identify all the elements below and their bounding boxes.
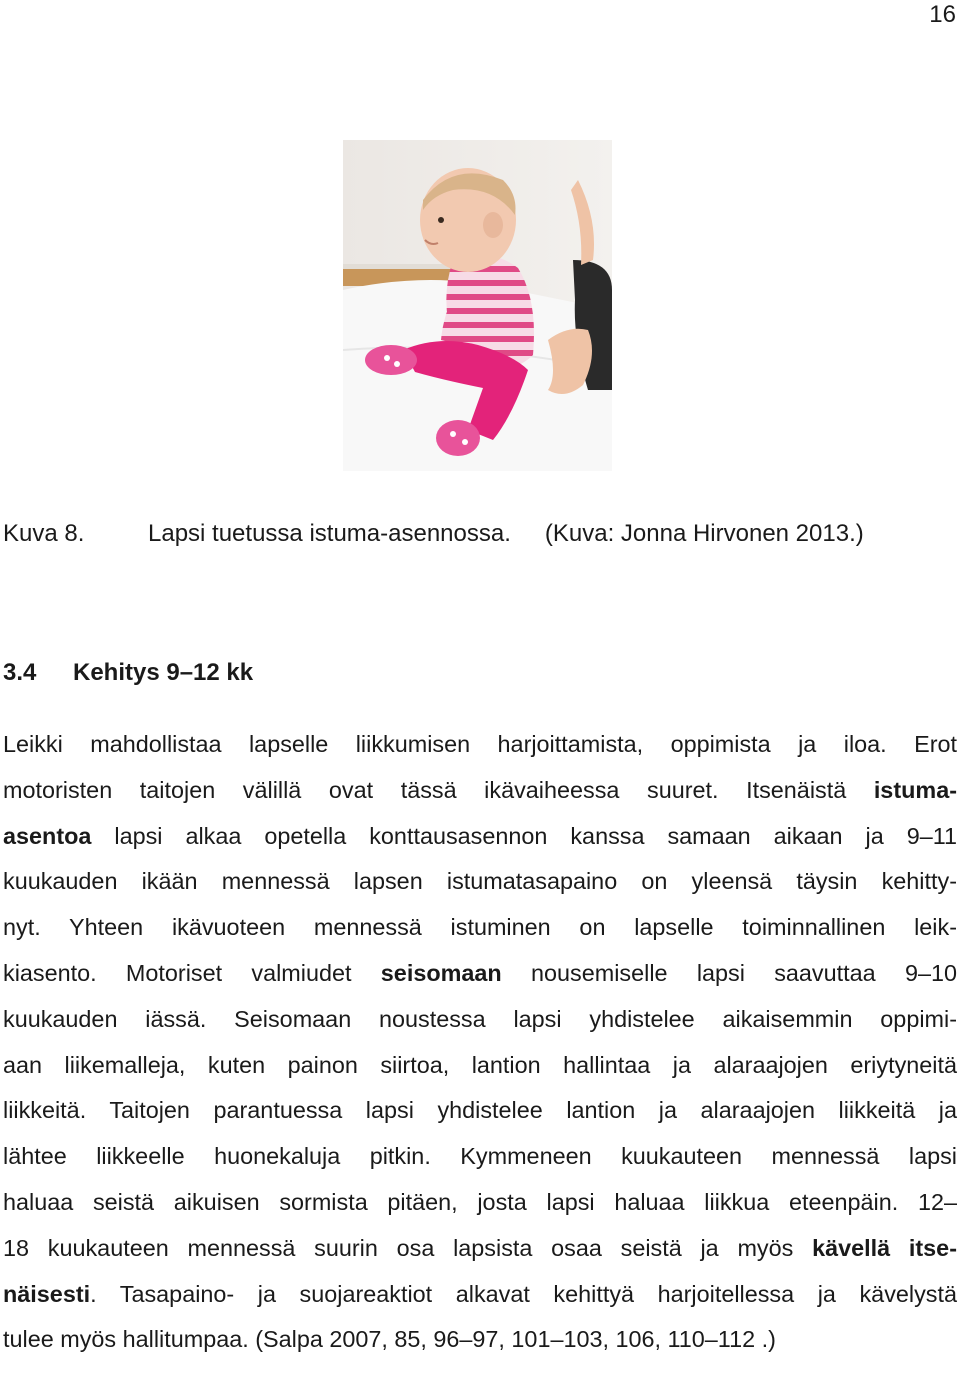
body-paragraph bbox=[3, 722, 957, 1363]
text-run: . Tasapaino- ja suojareaktiot alkavat kehittyä harjoitellessa ja kävelystä bbox=[90, 1280, 957, 1307]
text-run: lähtee liikkeelle huonekaluja pitkin. Kymmeneen kuukauteen mennessä lapsi bbox=[3, 1143, 957, 1170]
figure-credit: (Kuva: Jonna Hirvonen 2013.) bbox=[544, 520, 864, 547]
paragraph-line bbox=[3, 1088, 957, 1134]
text-run: aan liikemalleja, kuten painon siirtoa, lantion hallintaa ja alaraajojen eriytyneitä bbox=[3, 1051, 957, 1078]
paragraph-line bbox=[3, 905, 957, 951]
paragraph-line bbox=[3, 1180, 957, 1226]
text-run: Leikki mahdollistaa lapselle liikkumisen harjoittamista, oppimista ja iloa. Erot bbox=[3, 731, 957, 757]
figure-caption-text: Lapsi tuetussa istuma-asennossa. bbox=[148, 520, 511, 547]
keyword-kavella-itsenaisesti: kävellä itse- bbox=[812, 1234, 957, 1261]
text-run: haluaa seistä aikuisen sormista pitäen, josta lapsi haluaa liikkua eteenpäin. 12– bbox=[3, 1188, 957, 1215]
paragraph-line bbox=[3, 768, 957, 814]
text-run: kuukauden ikään mennessä lapsen istumatasapaino on yleensä täysin kehitty- bbox=[3, 868, 957, 895]
text-run: kiasento. Motoriset valmiudet bbox=[3, 959, 381, 986]
text-run: nousemiselle lapsi saavuttaa 9–10 bbox=[501, 959, 957, 986]
text-run: kuukauden iässä. Seisomaan noustessa lapsi yhdistelee aikaisemmin oppimi- bbox=[3, 1005, 957, 1032]
paragraph-line bbox=[3, 1226, 957, 1272]
keyword-seisomaan: seisomaan bbox=[380, 959, 502, 986]
text-run: motoristen taitojen välillä ovat tässä ikävaiheessa suuret. Itsenäistä bbox=[3, 776, 874, 803]
section-number: 3.4 bbox=[3, 659, 37, 686]
baby-sitting-photo bbox=[343, 140, 612, 471]
paragraph-line bbox=[3, 859, 957, 905]
keyword-istuma-asentoa: istuma- bbox=[873, 776, 957, 803]
keyword-kavella-itsenaisesti-cont: näisesti bbox=[3, 1280, 91, 1307]
paragraph-line bbox=[3, 722, 957, 768]
section-heading bbox=[3, 657, 253, 689]
section-title: Kehitys 9–12 kk bbox=[73, 659, 254, 686]
paragraph-line bbox=[3, 814, 957, 860]
keyword-istuma-asentoa-cont: asentoa bbox=[3, 822, 92, 849]
text-run: 18 kuukauteen mennessä suurin osa lapsista osaa seistä ja myös bbox=[3, 1234, 813, 1261]
text-run: tulee myös hallitumpaa. (Salpa 2007, 85, 96–97, 101–103, 106, 110–112 .) bbox=[3, 1326, 776, 1353]
text-run: nyt. Yhteen ikävuoteen mennessä istuminen on lapselle toiminnallinen leik- bbox=[3, 914, 957, 941]
paragraph-line bbox=[3, 1043, 957, 1089]
figure-label: Kuva 8. bbox=[3, 520, 85, 547]
paragraph-line bbox=[3, 1134, 957, 1180]
paragraph-line bbox=[3, 1272, 957, 1318]
paragraph-line bbox=[3, 1317, 957, 1363]
text-run: lapsi alkaa opetella konttausasennon kanssa samaan aikaan ja 9–11 bbox=[91, 822, 957, 849]
figure-caption bbox=[3, 518, 864, 550]
paragraph-line bbox=[3, 951, 957, 997]
page-number: 16 bbox=[929, 1, 956, 28]
paragraph-line bbox=[3, 997, 957, 1043]
text-run: liikkeitä. Taitojen parantuessa lapsi yhdistelee lantion ja alaraajojen liikkeitä ja bbox=[3, 1097, 957, 1124]
